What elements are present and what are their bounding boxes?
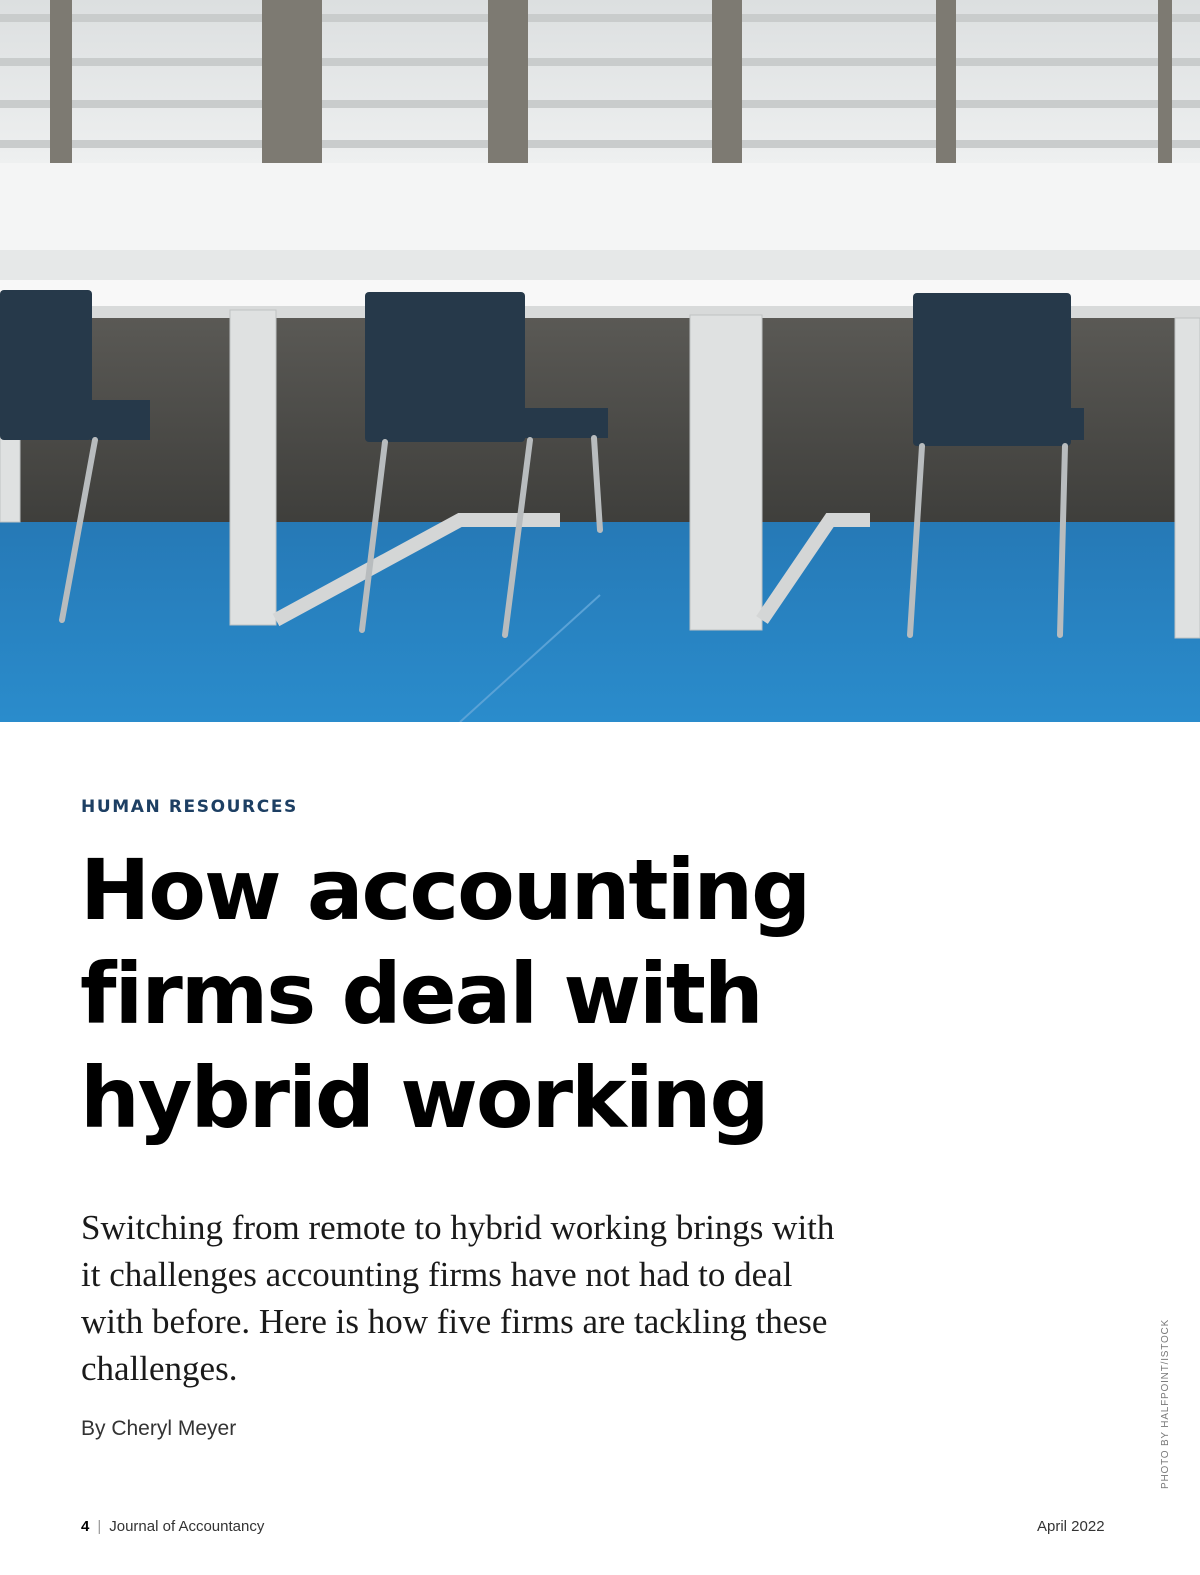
publication-name: Journal of Accountancy <box>109 1518 265 1535</box>
footer-separator: | <box>97 1518 102 1535</box>
issue-date: April 2022 <box>1037 1518 1105 1535</box>
article-title: How accounting firms deal with hybrid working <box>80 841 810 1147</box>
page-number: 4 <box>81 1518 90 1535</box>
article-deck: Switching from remote to hybrid working brings with it challenges accounting firms have not had to deal with before. Here is how five firms are tackling these challenges. <box>81 1208 835 1388</box>
byline: By Cheryl Meyer <box>81 1417 237 1440</box>
photo-credit: PHOTO BY HALFPOINT/ISTOCK <box>1160 1318 1171 1489</box>
section-label: HUMAN RESOURCES <box>81 797 298 817</box>
office-desks-image <box>0 0 1200 722</box>
hero-photo <box>0 0 1200 722</box>
footer-left <box>81 1518 264 1535</box>
